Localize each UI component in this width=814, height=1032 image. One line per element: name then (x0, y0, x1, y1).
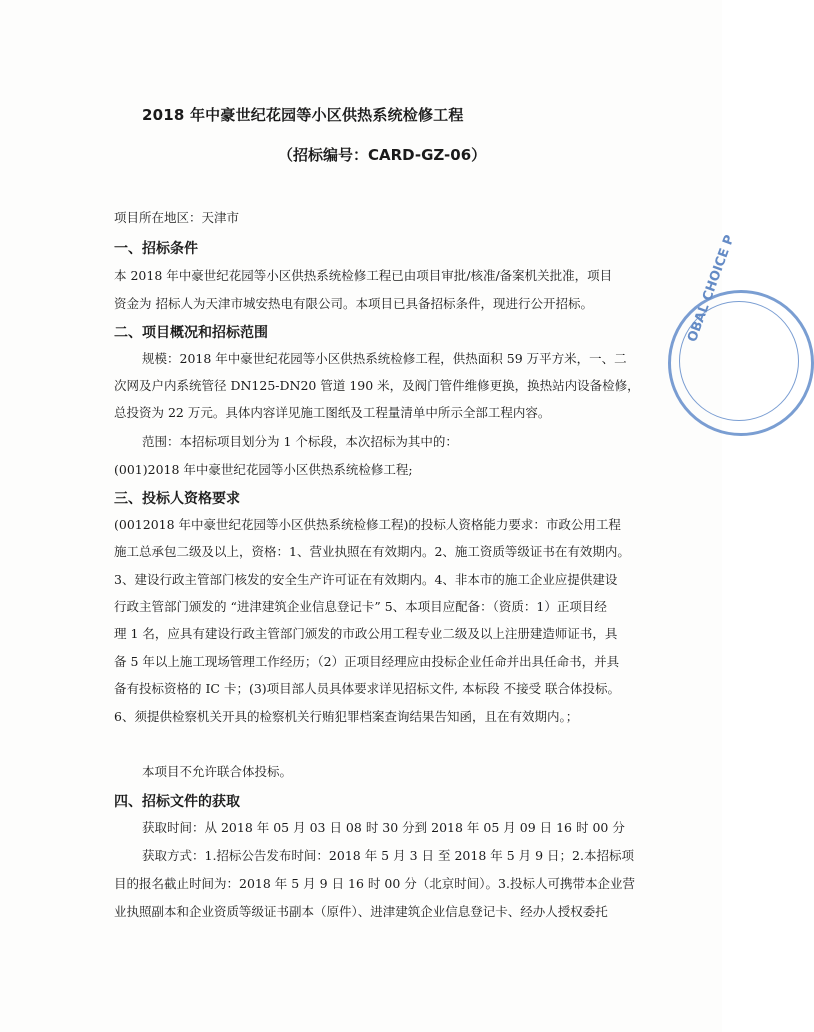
section-heading-4: 四、招标文件的获取 (114, 794, 240, 810)
section-heading-3: 三、投标人资格要求 (114, 491, 240, 507)
project-location: 项目所在地区：天津市 (114, 210, 240, 225)
tender-number: （招标编号：CARD-GZ-06） (278, 146, 487, 164)
paragraph-line: 3、建设行政主管部门核发的安全生产许可证在有效期内。4、非本市的施工企业应提供建设 (114, 572, 618, 587)
document-title: 2018 年中豪世纪花园等小区供热系统检修工程 (142, 106, 464, 124)
section-heading-2: 二、项目概况和招标范围 (114, 325, 268, 341)
paragraph-line: 范围：本招标项目划分为 1 个标段，本次招标为其中的： (142, 434, 458, 449)
seal-text: OBAL CHOICE P (685, 233, 738, 345)
paragraph-line: 备有投标资格的 IC 卡；(3)项目部人员具体要求详见招标文件, 本标段 不接受 联合体投标。 (114, 681, 621, 696)
paragraph-line: 行政主管部门颁发的 “进津建筑企业信息登记卡” 5、本项目应配备：（资质：1）正项目经 (114, 599, 607, 614)
paragraph-line: (0012018 年中豪世纪花园等小区供热系统检修工程)的投标人资格能力要求：市政公用工程 (114, 517, 621, 532)
paragraph-line: 次网及户内系统管径 DN125-DN20 管道 190 米，及阀门管件维修更换，换热站内设备检修， (114, 378, 640, 393)
paragraph-line: 施工总承包二级及以上，资格：1、营业执照在有效期内。2、施工资质等级证书在有效期内。 (114, 544, 630, 559)
section-heading-1: 一、招标条件 (114, 241, 198, 257)
company-seal-stamp (668, 233, 814, 436)
paragraph-line: 目的报名截止时间为：2018 年 5 月 9 日 16 时 00 分（北京时间）。3.投标人可携带本企业营 (114, 876, 635, 891)
paragraph-line: 业执照副本和企业资质等级证书副本（原件）、进津建筑企业信息登记卡、经办人授权委托 (114, 904, 608, 919)
paragraph-line: 6、须提供检察机关开具的检察机关行贿犯罪档案查询结果告知函，且在有效期内。； (114, 709, 579, 724)
paragraph-line: 总投资为 22 万元。具体内容详见施工图纸及工程量清单中所示全部工程内容。 (114, 405, 551, 420)
paragraph-line: 获取时间：从 2018 年 05 月 03 日 08 时 30 分到 2018 年 05 月 09 日 16 时 00 分 (142, 820, 625, 835)
paragraph-line: 获取方式：1.招标公告发布时间：2018 年 5 月 3 日 至 2018 年 5 月 9 日；2.本招标项 (142, 848, 634, 863)
paragraph-line: 备 5 年以上施工现场管理工作经历；（2）正项目经理应由投标企业任命并出具任命书，并具 (114, 654, 620, 669)
paragraph-line: 资金为 招标人为天津市城安热电有限公司。本项目已具备招标条件，现进行公开招标。 (114, 296, 593, 311)
paragraph-line: (001)2018 年中豪世纪花园等小区供热系统检修工程; (114, 462, 413, 477)
paragraph-line: 本项目不允许联合体投标。 (142, 764, 293, 779)
paragraph-line: 规模：2018 年中豪世纪花园等小区供热系统检修工程，供热面积 59 万平方米，一、二 (142, 351, 627, 366)
paragraph-line: 理 1 名，应具有建设行政主管部门颁发的市政公用工程专业二级及以上注册建造师证书，具 (114, 626, 618, 641)
paragraph-line: 本 2018 年中豪世纪花园等小区供热系统检修工程已由项目审批/核准/备案机关批准，项目 (114, 268, 613, 283)
